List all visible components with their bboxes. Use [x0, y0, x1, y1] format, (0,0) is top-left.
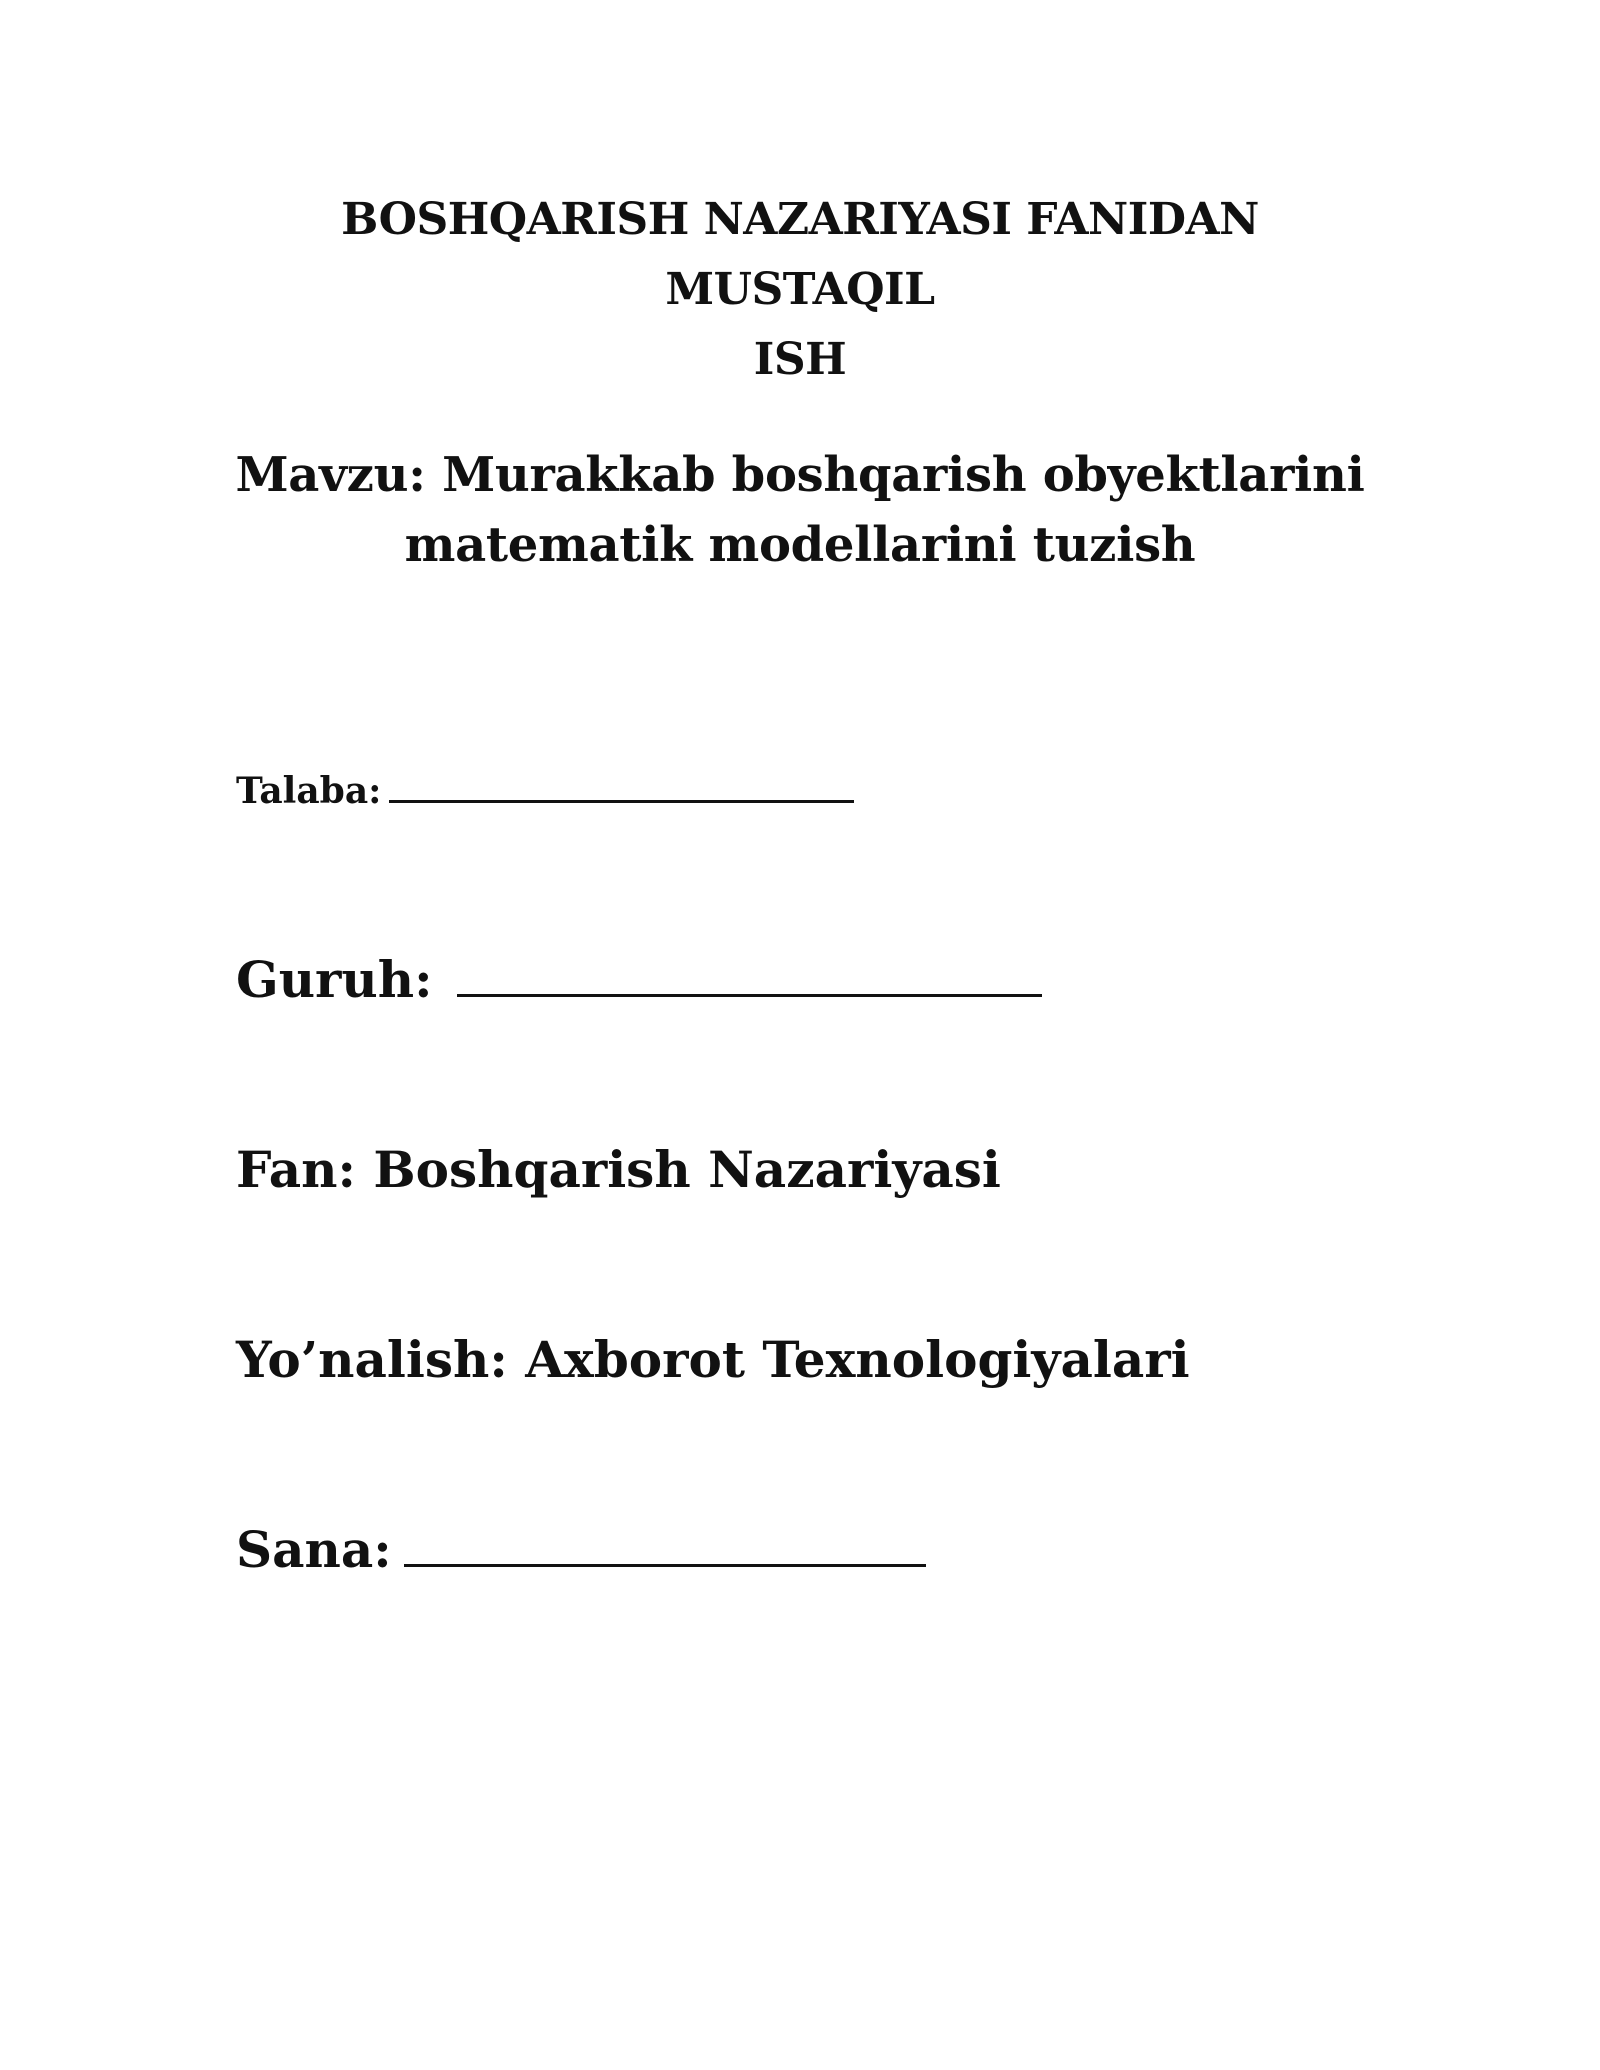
subject-text: Fan: Boshqarish Nazariyasi [236, 1140, 1001, 1199]
subject-field [236, 1140, 1001, 1199]
document-topic-line-1: Mavzu: Murakkab boshqarish obyektlarini [235, 447, 1365, 503]
document-topic [200, 440, 1400, 580]
student-label: Talaba: [236, 770, 382, 812]
student-field [236, 770, 854, 812]
date-field [236, 1520, 926, 1579]
group-label: Guruh: [236, 950, 433, 1009]
document-title-line-1: BOSHQARISH NAZARIYASI FANIDAN MUSTAQIL [341, 194, 1259, 315]
date-label: Sana: [236, 1520, 392, 1579]
date-blank-line [404, 1524, 926, 1567]
group-field [236, 950, 1042, 1009]
student-blank-line [389, 770, 854, 803]
direction-field [236, 1330, 1190, 1389]
document-title-line-2: ISH [753, 334, 847, 385]
document-topic-line-2: matematik modellarini tuzish [404, 517, 1196, 573]
group-blank-line [457, 954, 1042, 997]
direction-text: Yo’nalish: Axborot Texnologiyalari [236, 1330, 1190, 1389]
document-title [200, 185, 1400, 395]
